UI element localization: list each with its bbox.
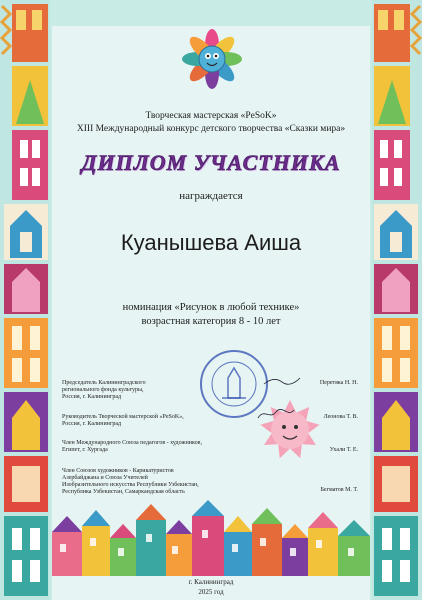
diploma-title: ДИПЛОМ УЧАСТНИКА	[81, 150, 341, 175]
studio-name: Творческая мастерская «PeSoK»	[145, 111, 277, 121]
signatory-3-title: Член Международного Союза педагогов - художников, Египет, г. Хургада	[62, 440, 202, 453]
contest-name: XIII Международный конкурс детского творчества «Сказки мира»	[76, 124, 346, 134]
left-ornament-border	[0, 0, 50, 600]
signatory-3-name: Ухали Т. Е.	[329, 447, 358, 453]
recipient-name: Куанышева Аиша	[120, 230, 302, 255]
signatory-4-title: Член Союзов художников - Карикатуристов Азербайджана и Союза Учителей Изобразительного искусства Республики Узбекистан, Республика Узбекистан, Самаркандская область	[62, 468, 199, 495]
signatory-2-name: Леонова Т. В.	[323, 414, 358, 420]
signatory-1-name: Перетяка Н. Н.	[319, 380, 358, 386]
right-ornament-border	[372, 0, 422, 600]
year-text: 2025 год	[198, 588, 224, 596]
pesok-logo-icon	[181, 28, 243, 90]
town-illustration	[52, 498, 370, 576]
signatory-1-title: Председатель Калининградского регионального фонда культуры, Россия, г. Калининград	[62, 380, 146, 400]
city-name: г. Калининград	[188, 578, 234, 586]
signatory-4-name: Бегматов М. Т.	[320, 487, 358, 493]
awarded-label: награждается	[179, 190, 243, 202]
age-category-text: возрастная категория 8 - 10 лет	[141, 316, 281, 327]
signature-2-icon	[256, 406, 296, 422]
nomination-text: номинация «Рисунок в любой технике»	[122, 302, 300, 313]
signatory-2-title: Руководитель Творческой мастерской «PeSoK», Россия, г. Калининград	[62, 414, 184, 427]
signature-1-icon	[262, 374, 302, 388]
